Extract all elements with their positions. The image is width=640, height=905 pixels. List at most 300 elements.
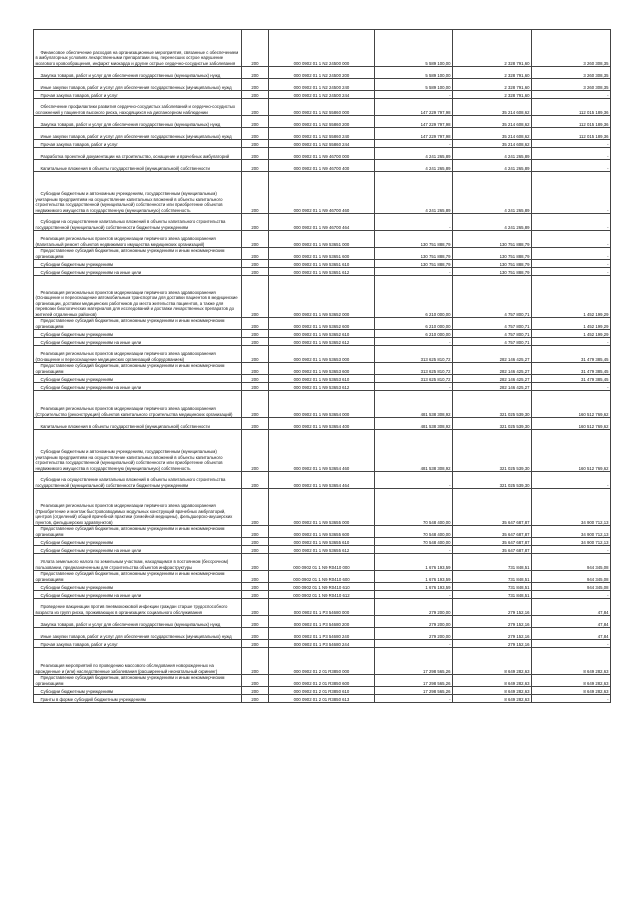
- row-approved-cell: -: [375, 383, 453, 391]
- row-code-cell: 200: [242, 695, 269, 703]
- row-classification-cell: 000 0902 01 1 N9 53652 600: [269, 318, 375, 330]
- row-name-text: Реализация региональных проектов модернизации первичного звена здравоохранения (Капитальный ремонт объектов недвижимого имущества медицинских организаций): [35, 236, 216, 247]
- row-unexecuted-cell: -: [532, 172, 611, 214]
- row-name-cell: [34, 363, 242, 375]
- row-classification-cell: 000 0902 01 1 N9 R0410 610: [269, 583, 375, 591]
- row-classification-cell: 000 0902 01 1 N9 53651 610: [269, 260, 375, 268]
- row-code-cell: 200: [242, 248, 269, 260]
- row-approved-cell: -: [375, 214, 453, 231]
- row-code-cell: 200: [242, 546, 269, 554]
- row-code-cell: 200: [242, 160, 269, 172]
- table-row: [34, 128, 611, 140]
- table-row: [34, 675, 611, 687]
- row-code-cell: 200: [242, 538, 269, 546]
- table-row: [34, 318, 611, 330]
- table-row: [34, 375, 611, 383]
- table-row: [34, 554, 611, 571]
- row-code-cell: 200: [242, 140, 269, 148]
- row-unexecuted-cell: 3 260 308,35: [532, 67, 611, 79]
- row-name-cell: [34, 583, 242, 591]
- row-executed-cell: 2 328 791,60: [453, 79, 532, 91]
- table-row: [34, 248, 611, 260]
- row-unexecuted-cell: 112 015 189,36: [532, 116, 611, 128]
- row-executed-cell: 731 848,51: [453, 571, 532, 583]
- row-unexecuted-cell: 47,84: [532, 599, 611, 616]
- row-name-text: Субсидии бюджетным учреждениям на иные цели: [40, 547, 142, 553]
- row-name-cell: [34, 648, 242, 675]
- row-executed-cell: 4 241 265,89: [453, 172, 532, 214]
- row-executed-cell: 2 328 791,60: [453, 30, 532, 67]
- row-name-cell: [34, 128, 242, 140]
- row-unexecuted-cell: 1 452 199,29: [532, 318, 611, 330]
- row-name-text: Субсидии бюджетным учреждениям: [40, 376, 114, 382]
- row-unexecuted-cell: -: [532, 214, 611, 231]
- row-name-cell: [34, 67, 242, 79]
- table-row: [34, 140, 611, 148]
- row-classification-cell: 000 0902 01 1 N9 53653 612: [269, 383, 375, 391]
- row-executed-cell: 35 214 608,62: [453, 140, 532, 148]
- row-name-cell: [34, 489, 242, 526]
- row-classification-cell: 000 0902 01 1 N9 53655 610: [269, 538, 375, 546]
- row-name-text: Иные закупки товаров, работ и услуг для обеспечения государственных (муниципальных) нужд: [40, 633, 232, 639]
- row-executed-cell: 35 647 687,87: [453, 546, 532, 554]
- row-code-cell: 200: [242, 148, 269, 160]
- row-unexecuted-cell: 160 512 769,62: [532, 430, 611, 472]
- row-classification-cell: 000 0902 01 2 01 R3850 000: [269, 648, 375, 675]
- row-classification-cell: 000 0902 01 1 P3 54680 200: [269, 616, 375, 628]
- row-code-cell: 200: [242, 571, 269, 583]
- row-code-cell: 200: [242, 276, 269, 318]
- table-row: [34, 67, 611, 79]
- row-name-text: Финансовое обеспечение расходов на организационные мероприятия, связанные с обеспечением в амбулаторных условиях лекарственными препаратами лиц, перенесших острое нарушение мозгового кровообращения, инфаркт миокарда и другие острые сердечно-сосудистые заболевания: [35, 49, 239, 66]
- table-row: [34, 338, 611, 346]
- row-classification-cell: 000 0902 01 1 N9 53653 000: [269, 346, 375, 363]
- row-executed-cell: 130 751 888,79: [453, 231, 532, 248]
- row-executed-cell: 8 649 282,63: [453, 687, 532, 695]
- row-classification-cell: 000 0902 01 1 N9 53654 464: [269, 472, 375, 489]
- row-executed-cell: 35 647 687,87: [453, 538, 532, 546]
- row-unexecuted-cell: -: [532, 140, 611, 148]
- row-executed-cell: 321 025 539,30: [453, 472, 532, 489]
- row-name-text: Предоставление субсидий бюджетным, автономным учреждениям и иным некоммерческим организациям: [35, 526, 225, 537]
- row-unexecuted-cell: -: [532, 546, 611, 554]
- row-classification-cell: 000 0902 01 1 P3 54680 240: [269, 628, 375, 640]
- row-approved-cell: 147 229 797,98: [375, 116, 453, 128]
- table-row: [34, 648, 611, 675]
- table-row: [34, 148, 611, 160]
- row-approved-cell: 5 589 100,00: [375, 67, 453, 79]
- row-code-cell: 200: [242, 67, 269, 79]
- row-name-cell: [34, 616, 242, 628]
- row-executed-cell: 4 241 265,89: [453, 160, 532, 172]
- table-row: [34, 526, 611, 538]
- row-unexecuted-cell: 34 900 712,13: [532, 538, 611, 546]
- row-approved-cell: 147 229 797,98: [375, 99, 453, 116]
- table-row: [34, 616, 611, 628]
- row-executed-cell: 35 214 608,62: [453, 116, 532, 128]
- row-approved-cell: 313 625 810,72: [375, 375, 453, 383]
- row-name-text: Предоставление субсидий бюджетным, автономным учреждениям и иным некоммерческим организациям: [35, 248, 225, 259]
- row-approved-cell: 5 589 100,00: [375, 30, 453, 67]
- row-classification-cell: 000 0902 01 1 N9 46700 460: [269, 172, 375, 214]
- row-name-text: Закупка товаров, работ и услуг для обеспечения государственных (муниципальных) нужд: [40, 121, 221, 127]
- row-name-text: Реализация мероприятий по проведению массового обследования новорожденных на врожденные и (или) наследственные заболевания (расширенный неонатальный скрининг): [35, 663, 218, 674]
- row-classification-cell: 000 0902 01 1 N2 24500 244: [269, 91, 375, 99]
- row-name-cell: [34, 140, 242, 148]
- row-name-cell: [34, 260, 242, 268]
- row-approved-cell: -: [375, 338, 453, 346]
- budget-report-sheet: [33, 29, 610, 703]
- row-name-cell: [34, 383, 242, 391]
- row-code-cell: 200: [242, 675, 269, 687]
- row-executed-cell: 4 241 265,89: [453, 148, 532, 160]
- row-unexecuted-cell: -: [532, 695, 611, 703]
- row-name-cell: [34, 538, 242, 546]
- row-approved-cell: 130 751 888,79: [375, 231, 453, 248]
- row-unexecuted-cell: -: [532, 268, 611, 276]
- row-name-cell: [34, 571, 242, 583]
- row-classification-cell: 000 0902 01 1 N9 R0410 600: [269, 571, 375, 583]
- row-classification-cell: 000 0902 01 2 01 R3850 610: [269, 687, 375, 695]
- table-row: [34, 260, 611, 268]
- row-name-text: Субсидии бюджетным учреждениям: [40, 584, 114, 590]
- row-classification-cell: 000 0902 01 1 N9 46700 400: [269, 160, 375, 172]
- table-row: [34, 628, 611, 640]
- row-code-cell: 200: [242, 687, 269, 695]
- row-classification-cell: 000 0902 01 1 N9 53654 400: [269, 418, 375, 430]
- row-approved-cell: 6 210 000,00: [375, 330, 453, 338]
- row-name-text: Субсидии бюджетным учреждениям: [40, 688, 114, 694]
- row-name-cell: [34, 99, 242, 116]
- row-code-cell: 200: [242, 418, 269, 430]
- table-row: [34, 599, 611, 616]
- row-code-cell: 200: [242, 128, 269, 140]
- row-unexecuted-cell: 1 452 199,29: [532, 330, 611, 338]
- row-name-cell: [34, 418, 242, 430]
- row-name-text: Реализация региональных проектов модернизации первичного звена здравоохранения (Оснащение и переоснащение автомобильным транспортом для доставки пациентов в медицинские организации, доставки медицинских работников до места жительства пациентов, а также для перевозки биологических материалов для исследований и доставки лекарственных препаратов до жителей отдаленных районов): [35, 289, 238, 317]
- table-row: [34, 583, 611, 591]
- row-name-cell: [34, 430, 242, 472]
- row-executed-cell: 8 649 282,63: [453, 695, 532, 703]
- row-approved-cell: 279 200,00: [375, 628, 453, 640]
- row-unexecuted-cell: 31 479 385,45: [532, 346, 611, 363]
- row-code-cell: 200: [242, 338, 269, 346]
- row-approved-cell: 481 538 308,92: [375, 430, 453, 472]
- row-executed-cell: 4 757 800,71: [453, 276, 532, 318]
- row-classification-cell: 000 0902 01 1 N9 46700 464: [269, 214, 375, 231]
- row-approved-cell: 17 298 565,26: [375, 648, 453, 675]
- row-name-cell: [34, 640, 242, 648]
- row-name-text: Капитальные вложения в объекты государственной (муниципальной) собственности: [40, 165, 210, 171]
- row-classification-cell: 000 0902 01 2 01 R3850 613: [269, 695, 375, 703]
- row-unexecuted-cell: 944 345,08: [532, 583, 611, 591]
- row-approved-cell: 1 676 193,59: [375, 554, 453, 571]
- row-unexecuted-cell: 160 512 769,62: [532, 391, 611, 418]
- budget-execution-table: [33, 29, 611, 703]
- row-executed-cell: 4 241 265,89: [453, 214, 532, 231]
- row-approved-cell: -: [375, 546, 453, 554]
- row-classification-cell: 000 0902 01 1 N9 53655 612: [269, 546, 375, 554]
- row-name-cell: [34, 591, 242, 599]
- table-row: [34, 695, 611, 703]
- row-name-text: Предоставление субсидий бюджетным, автономным учреждениям и иным некоммерческим организациям: [35, 571, 225, 582]
- row-name-text: Разработка проектной документации на строительство, оснащение и врачебных амбулаторий: [40, 153, 230, 159]
- table-row: [34, 430, 611, 472]
- row-code-cell: 200: [242, 472, 269, 489]
- row-approved-cell: 313 625 810,72: [375, 363, 453, 375]
- row-executed-cell: 282 146 425,27: [453, 346, 532, 363]
- row-name-text: Субсидии бюджетным учреждениям на иные цели: [40, 384, 142, 390]
- row-unexecuted-cell: 112 015 189,36: [532, 128, 611, 140]
- row-classification-cell: 000 0902 01 1 N9 53654 000: [269, 391, 375, 418]
- row-unexecuted-cell: -: [532, 591, 611, 599]
- row-code-cell: 200: [242, 554, 269, 571]
- table-row: [34, 231, 611, 248]
- row-approved-cell: -: [375, 472, 453, 489]
- row-executed-cell: 8 649 282,63: [453, 648, 532, 675]
- row-unexecuted-cell: 160 512 769,62: [532, 418, 611, 430]
- table-row: [34, 91, 611, 99]
- row-code-cell: 200: [242, 583, 269, 591]
- row-name-cell: [34, 391, 242, 418]
- row-classification-cell: 000 0902 01 1 N9 53655 600: [269, 526, 375, 538]
- table-row: [34, 418, 611, 430]
- row-name-cell: [34, 91, 242, 99]
- row-name-cell: [34, 526, 242, 538]
- row-name-text: Прочая закупка товаров, работ и услуг: [40, 141, 118, 147]
- table-row: [34, 546, 611, 554]
- row-name-cell: [34, 148, 242, 160]
- row-name-text: Субсидии бюджетным и автономным учреждениям, государственным (муниципальным) унитарным предприятиям на осуществление капитальных вложений в объекты капитального строительства государственной (муниципальной) собственности или приобретение объектов недвижимого имущества в государственную (муниципальную) собственность: [35, 449, 223, 471]
- row-name-text: Предоставление субсидий бюджетным, автономным учреждениям и иным некоммерческим организациям: [35, 318, 225, 329]
- row-name-text: Субсидии бюджетным учреждениям: [40, 331, 114, 337]
- row-name-text: Субсидии бюджетным учреждениям: [40, 539, 114, 545]
- row-unexecuted-cell: 8 649 282,63: [532, 687, 611, 695]
- row-unexecuted-cell: 8 649 282,63: [532, 648, 611, 675]
- row-name-text: Субсидии бюджетным учреждениям на иные цели: [40, 339, 142, 345]
- row-executed-cell: 731 848,51: [453, 591, 532, 599]
- row-code-cell: 200: [242, 391, 269, 418]
- row-classification-cell: 000 0902 01 1 N9 53651 600: [269, 248, 375, 260]
- row-approved-cell: 1 676 193,59: [375, 571, 453, 583]
- row-unexecuted-cell: -: [532, 472, 611, 489]
- row-name-text: Иные закупки товаров, работ и услуг для обеспечения государственных (муниципальных) нужд: [40, 84, 232, 90]
- row-name-cell: [34, 268, 242, 276]
- row-classification-cell: 000 0902 01 1 N9 R0410 612: [269, 591, 375, 599]
- row-unexecuted-cell: 3 260 308,35: [532, 30, 611, 67]
- row-executed-cell: 279 152,16: [453, 616, 532, 628]
- row-approved-cell: 5 589 100,00: [375, 79, 453, 91]
- row-classification-cell: 000 0902 01 1 N9 53651 612: [269, 268, 375, 276]
- row-name-text: Капитальные вложения в объекты государственной (муниципальной) собственности: [40, 423, 210, 429]
- row-code-cell: 200: [242, 648, 269, 675]
- row-executed-cell: 731 848,51: [453, 583, 532, 591]
- row-classification-cell: 000 0902 01 1 N9 53653 600: [269, 363, 375, 375]
- row-classification-cell: 000 0902 01 1 N2 55860 200: [269, 116, 375, 128]
- row-approved-cell: 130 751 888,79: [375, 260, 453, 268]
- row-name-text: Субсидии бюджетным и автономным учреждениям, государственным (муниципальным) унитарным предприятиям на осуществление капитальных вложений в объекты капитального строительства государственной (муниципальной) собственности или приобретение объектов недвижимого имущества в государственную (муниципальную) собственность: [35, 191, 223, 213]
- row-approved-cell: -: [375, 640, 453, 648]
- row-executed-cell: 4 757 800,71: [453, 330, 532, 338]
- table-row: [34, 640, 611, 648]
- row-code-cell: 200: [242, 591, 269, 599]
- row-name-cell: [34, 546, 242, 554]
- row-executed-cell: 130 751 888,79: [453, 260, 532, 268]
- row-name-text: Проведение вакцинации против пневмококковой инфекции граждан старше трудоспособного возраста из групп риска, проживающих в организациях социального обслуживания: [35, 604, 228, 615]
- row-name-cell: [34, 116, 242, 128]
- table-row: [34, 172, 611, 214]
- row-name-text: Закупка товаров, работ и услуг для обеспечения государственных (муниципальных) нужд: [40, 621, 221, 627]
- row-approved-cell: 70 548 400,00: [375, 538, 453, 546]
- row-classification-cell: 000 0902 01 1 N9 53652 612: [269, 338, 375, 346]
- row-code-cell: 200: [242, 91, 269, 99]
- row-executed-cell: 2 328 791,60: [453, 91, 532, 99]
- row-approved-cell: -: [375, 695, 453, 703]
- row-executed-cell: 279 152,16: [453, 640, 532, 648]
- row-executed-cell: 8 649 282,63: [453, 675, 532, 687]
- row-executed-cell: 35 647 687,87: [453, 526, 532, 538]
- row-executed-cell: 35 647 687,87: [453, 489, 532, 526]
- row-approved-cell: -: [375, 268, 453, 276]
- table-body: [34, 30, 611, 703]
- row-approved-cell: 313 625 810,72: [375, 346, 453, 363]
- row-unexecuted-cell: -: [532, 260, 611, 268]
- row-executed-cell: 282 146 425,27: [453, 383, 532, 391]
- row-classification-cell: 000 0902 01 1 N9 R0410 000: [269, 554, 375, 571]
- row-code-cell: 200: [242, 268, 269, 276]
- row-unexecuted-cell: 3 260 308,35: [532, 79, 611, 91]
- row-unexecuted-cell: -: [532, 248, 611, 260]
- row-approved-cell: 130 751 888,79: [375, 248, 453, 260]
- row-name-text: Реализация региональных проектов модернизации первичного звена здравоохранения (Приобретение и монтаж быстровозводимых модульных конструкций врачебных амбулаторий, центров (отделений) общей врачебной практики (семейной медицины), фельдшерско-акушерских пунктов, фельдшерских здравпунктов): [35, 503, 233, 525]
- row-name-cell: [34, 687, 242, 695]
- row-code-cell: 200: [242, 383, 269, 391]
- row-unexecuted-cell: 34 900 712,13: [532, 526, 611, 538]
- row-name-cell: [34, 318, 242, 330]
- row-name-cell: [34, 276, 242, 318]
- row-name-cell: [34, 330, 242, 338]
- row-name-cell: [34, 346, 242, 363]
- row-name-text: Закупка товаров, работ и услуг для обеспечения государственных (муниципальных) нужд: [40, 72, 221, 78]
- row-executed-cell: 35 214 608,62: [453, 99, 532, 116]
- row-code-cell: 200: [242, 231, 269, 248]
- row-unexecuted-cell: 944 345,08: [532, 554, 611, 571]
- table-row: [34, 391, 611, 418]
- row-unexecuted-cell: 34 900 712,13: [532, 489, 611, 526]
- row-approved-cell: 4 241 265,89: [375, 148, 453, 160]
- row-name-text: Субсидии на осуществление капитальных вложений в объекты капитального строительства государственной (муниципальной) собственности бюджетным учреждениям: [35, 477, 226, 488]
- table-row: [34, 489, 611, 526]
- row-name-cell: [34, 338, 242, 346]
- row-approved-cell: 147 229 797,98: [375, 128, 453, 140]
- row-executed-cell: 279 152,16: [453, 599, 532, 616]
- table-row: [34, 591, 611, 599]
- table-row: [34, 687, 611, 695]
- row-approved-cell: 6 210 000,00: [375, 318, 453, 330]
- table-row: [34, 30, 611, 67]
- row-name-cell: [34, 675, 242, 687]
- row-name-text: Субсидии на осуществление капитальных вложений в объекты капитального строительства государственной (муниципальной) собственности бюджетным учреждениям: [35, 219, 226, 230]
- row-name-text: Реализация региональных проектов модернизации первичного звена здравоохранения (Строительство (реконструкция) объектов капитального строительства медицинских организаций): [35, 406, 233, 417]
- table-row: [34, 79, 611, 91]
- row-classification-cell: 000 0902 01 1 N2 24500 000: [269, 30, 375, 67]
- row-approved-cell: 4 241 265,89: [375, 160, 453, 172]
- row-unexecuted-cell: 112 015 189,36: [532, 99, 611, 116]
- row-approved-cell: 279 200,00: [375, 599, 453, 616]
- row-executed-cell: 279 152,16: [453, 628, 532, 640]
- row-code-cell: 200: [242, 172, 269, 214]
- row-executed-cell: 282 146 425,27: [453, 363, 532, 375]
- row-approved-cell: 17 298 565,26: [375, 675, 453, 687]
- table-row: [34, 538, 611, 546]
- row-name-text: Уплата земельного налога по земельным участкам, находящимся в постоянном (бессрочном) пользовании, предназначенным для строительства объектов инфраструктуры: [35, 559, 229, 570]
- table-row: [34, 346, 611, 363]
- row-code-cell: 200: [242, 616, 269, 628]
- row-approved-cell: 481 538 308,92: [375, 391, 453, 418]
- row-unexecuted-cell: -: [532, 231, 611, 248]
- row-name-text: Предоставление субсидий бюджетным, автономным учреждениям и иным некоммерческим организациям: [35, 675, 225, 686]
- row-code-cell: 200: [242, 318, 269, 330]
- row-approved-cell: 70 548 400,00: [375, 489, 453, 526]
- row-executed-cell: 4 757 800,71: [453, 318, 532, 330]
- row-code-cell: 200: [242, 375, 269, 383]
- row-executed-cell: 282 146 425,27: [453, 375, 532, 383]
- row-code-cell: 200: [242, 214, 269, 231]
- table-row: [34, 472, 611, 489]
- row-classification-cell: 000 0902 01 1 N9 53653 610: [269, 375, 375, 383]
- row-name-text: Субсидии бюджетным учреждениям на иные цели: [40, 592, 142, 598]
- row-executed-cell: 130 751 888,79: [453, 248, 532, 260]
- table-row: [34, 99, 611, 116]
- row-classification-cell: 000 0902 01 1 P3 54680 000: [269, 599, 375, 616]
- row-classification-cell: 000 0902 01 1 N9 53652 610: [269, 330, 375, 338]
- row-code-cell: 200: [242, 599, 269, 616]
- row-name-cell: [34, 599, 242, 616]
- row-classification-cell: 000 0902 01 1 P3 54680 244: [269, 640, 375, 648]
- row-name-text: Прочая закупка товаров, работ и услуг: [40, 92, 118, 98]
- row-classification-cell: 000 0902 01 1 N2 55860 244: [269, 140, 375, 148]
- row-unexecuted-cell: 8 649 282,63: [532, 675, 611, 687]
- row-code-cell: 200: [242, 526, 269, 538]
- table-row: [34, 160, 611, 172]
- row-code-cell: 200: [242, 628, 269, 640]
- row-classification-cell: 000 0902 01 1 N2 24500 200: [269, 67, 375, 79]
- row-executed-cell: 731 848,51: [453, 554, 532, 571]
- row-name-cell: [34, 248, 242, 260]
- row-code-cell: 200: [242, 363, 269, 375]
- row-classification-cell: 000 0902 01 1 N2 55860 240: [269, 128, 375, 140]
- row-name-cell: [34, 231, 242, 248]
- row-unexecuted-cell: -: [532, 160, 611, 172]
- row-approved-cell: 6 210 000,00: [375, 276, 453, 318]
- row-approved-cell: 481 538 308,92: [375, 418, 453, 430]
- row-approved-cell: 17 298 565,26: [375, 687, 453, 695]
- row-classification-cell: 000 0902 01 1 N9 53651 000: [269, 231, 375, 248]
- row-classification-cell: 000 0902 01 1 N9 46700 000: [269, 148, 375, 160]
- table-row: [34, 116, 611, 128]
- row-approved-cell: -: [375, 140, 453, 148]
- row-code-cell: 200: [242, 346, 269, 363]
- row-approved-cell: -: [375, 91, 453, 99]
- row-executed-cell: 2 328 791,60: [453, 67, 532, 79]
- row-name-cell: [34, 695, 242, 703]
- row-executed-cell: 4 757 800,71: [453, 338, 532, 346]
- row-code-cell: 200: [242, 116, 269, 128]
- row-code-cell: 200: [242, 430, 269, 472]
- row-name-text: Прочая закупка товаров, работ и услуг: [40, 641, 118, 647]
- table-row: [34, 383, 611, 391]
- row-unexecuted-cell: -: [532, 338, 611, 346]
